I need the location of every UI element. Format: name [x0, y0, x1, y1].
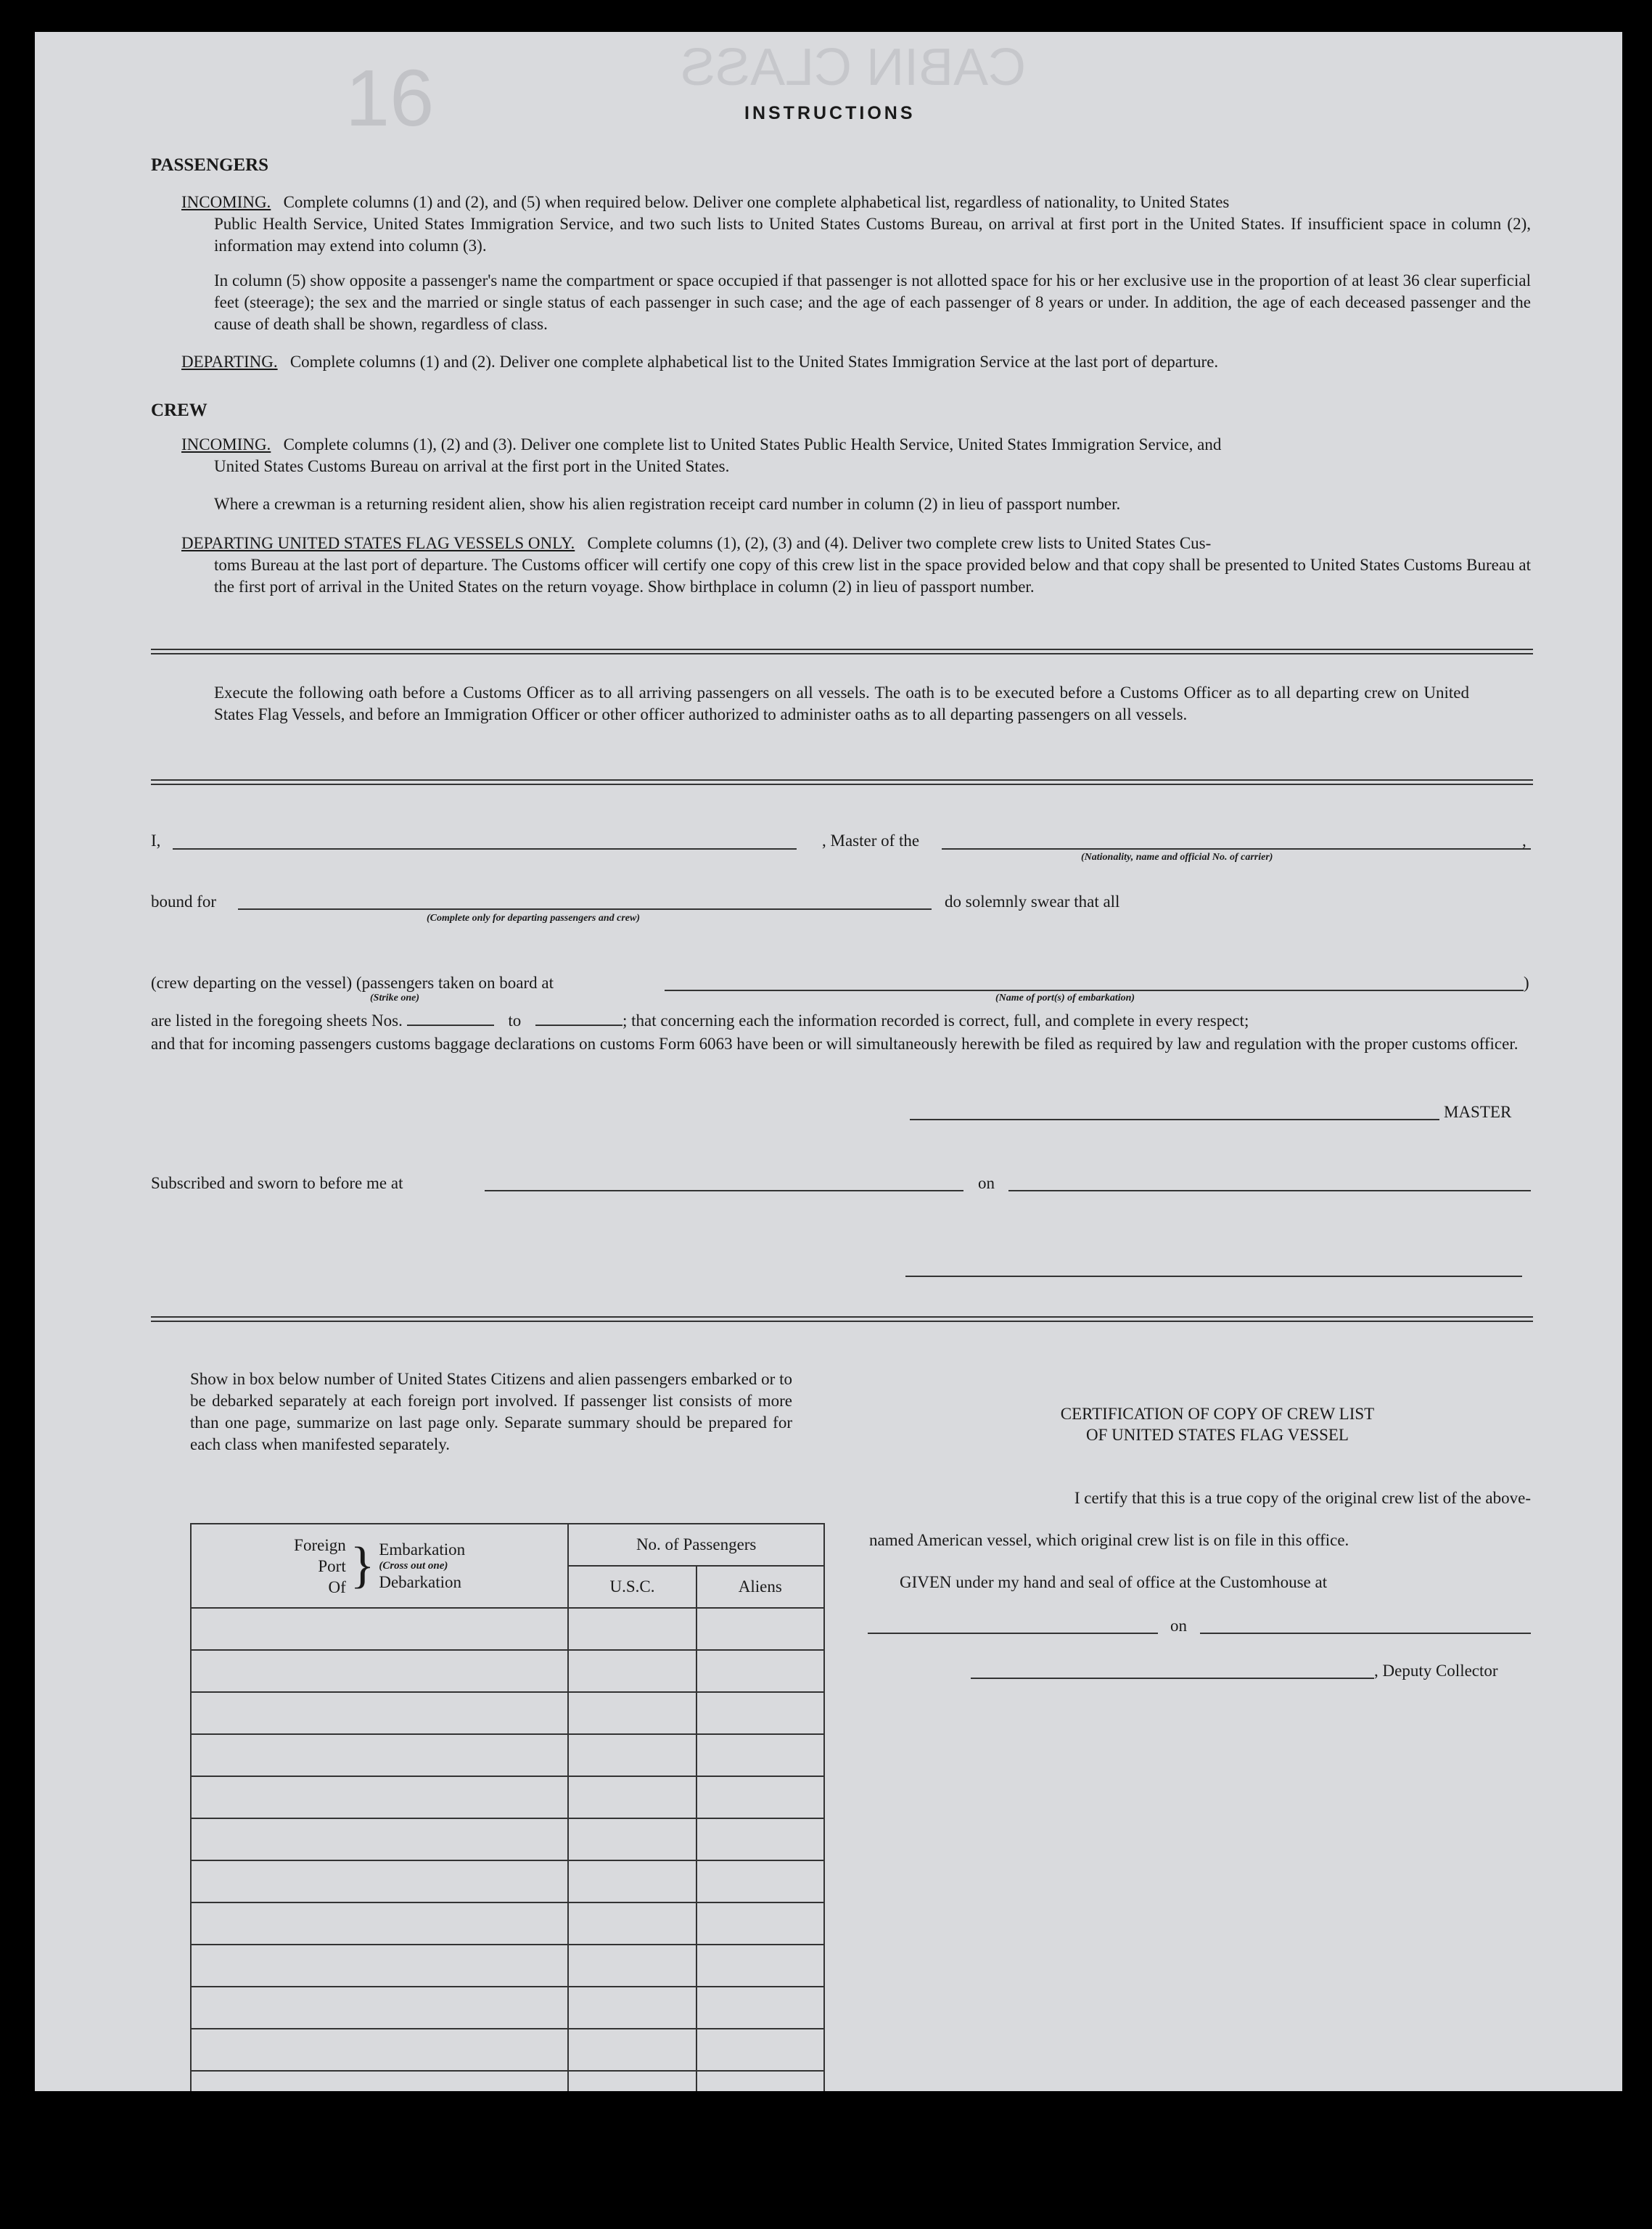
sworn-on-label: on [978, 1174, 995, 1192]
aliens-header: Aliens [696, 1566, 824, 1608]
master-of-label: , Master of the [822, 832, 920, 850]
port-label: Port [318, 1556, 346, 1575]
given-text: GIVEN under my hand and seal of office at the Customhouse at [900, 1573, 1328, 1591]
table-row [191, 1734, 824, 1776]
listed-cont: and that for incoming passengers customs baggage declarations on customs Form 6063 have been or will simultaneously herewith be filed as required by law and regulation with the proper customs officer. [151, 1035, 1519, 1053]
bound-for-label: bound for [151, 892, 217, 911]
usc-header: U.S.C. [568, 1566, 696, 1608]
passenger-summary-table [190, 1523, 825, 2117]
certification-title [898, 1403, 1537, 1445]
foreign-label: Foreign [294, 1535, 346, 1554]
debarkation-label: Debarkation [379, 1573, 462, 1591]
bound-for-field[interactable] [238, 908, 932, 910]
ports-hint: (Name of port(s) of embarkation) [995, 993, 1135, 1003]
sworn-place-field[interactable] [485, 1190, 963, 1191]
usc-cell[interactable] [568, 1734, 696, 1776]
usc-cell[interactable] [568, 1945, 696, 1987]
port-cell[interactable] [191, 1987, 568, 2029]
port-cell[interactable] [191, 1860, 568, 1902]
embarkation-label: Embarkation [379, 1540, 466, 1559]
table-row [191, 1776, 824, 1818]
passengers-heading: PASSENGERS [151, 155, 269, 175]
to-label: to [508, 1011, 522, 1030]
table-row [191, 1818, 824, 1860]
port-cell[interactable] [191, 1818, 568, 1860]
usc-cell[interactable] [568, 2029, 696, 2071]
subscribed-label: Subscribed and sworn to before me at [151, 1174, 403, 1192]
aliens-cell[interactable] [696, 1818, 824, 1860]
table-row [191, 1692, 824, 1734]
sheet-to-field[interactable] [535, 1011, 622, 1026]
certify-text-1: I certify that this is a true copy of the original crew list of the above- [1074, 1489, 1531, 1507]
aliens-cell[interactable] [696, 1734, 824, 1776]
aliens-cell[interactable] [696, 1650, 824, 1692]
crew-incoming-text: Complete columns (1), (2) and (3). Deliver one complete list to United States Public Health Service, United States Immigration Service, and [283, 435, 1222, 453]
customhouse-field[interactable] [868, 1633, 1158, 1634]
port-cell[interactable] [191, 1608, 568, 1650]
divider [151, 649, 1533, 654]
of-label: Of [328, 1577, 346, 1596]
bound-hint: (Complete only for departing passengers and crew) [427, 913, 640, 924]
carrier-field[interactable] [942, 848, 1531, 850]
port-cell[interactable] [191, 1945, 568, 1987]
crew-incoming-line1 [181, 434, 1531, 456]
cert-date-field[interactable] [1200, 1633, 1531, 1634]
passengers-incoming-cont: Public Health Service, United States Immigration Service, and two such lists to United States Customs Bureau, on arrival at first port in the United States. If insufficient space in column (2), information may extend into column (3). [214, 215, 1531, 255]
master-label: MASTER [1444, 1103, 1512, 1121]
table-row [191, 1608, 824, 1650]
usc-cell[interactable] [568, 1902, 696, 1945]
certify-text-2: named American vessel, which original crew list is on file in this office. [869, 1531, 1349, 1549]
table-row [191, 2029, 824, 2071]
aliens-cell[interactable] [696, 1692, 824, 1734]
aliens-cell[interactable] [696, 1902, 824, 1945]
departing-label: DEPARTING. [181, 353, 278, 371]
aliens-cell[interactable] [696, 1608, 824, 1650]
crew-departing-line1 [181, 533, 1531, 554]
port-cell[interactable] [191, 1734, 568, 1776]
summary-instruction: Show in box below number of United States Citizens and alien passengers embarked or to be debarked separately at each foreign port involved. If passenger list consists of more than one page, summarize on last page only. Separate summary should be prepared for each class when manifested separately. [190, 1370, 792, 1453]
incoming-text: Complete columns (1) and (2), and (5) when required below. Deliver one complete alphabetical list, regardless of nationality, to United States [283, 193, 1230, 211]
swear-label: do solemnly swear that all [945, 892, 1120, 911]
deputy-signature-field[interactable] [971, 1678, 1374, 1679]
crew-incoming-label: INCOMING. [181, 435, 271, 453]
aliens-cell[interactable] [696, 1776, 824, 1818]
back-stamp: CABIN CLASS [681, 38, 1027, 97]
sworn-date-field[interactable] [1008, 1190, 1531, 1191]
certification-title-2: OF UNITED STATES FLAG VESSEL [1086, 1426, 1349, 1444]
close-paren: ) [1524, 974, 1529, 992]
usc-cell[interactable] [568, 1987, 696, 2029]
master-signature-field[interactable] [910, 1119, 1439, 1120]
strike-one-hint: (Strike one) [370, 993, 420, 1003]
page-title: INSTRUCTIONS [744, 103, 916, 123]
aliens-cell[interactable] [696, 1860, 824, 1902]
divider [151, 1316, 1533, 1322]
cross-out-hint: (Cross out one) [379, 1560, 448, 1572]
sheet-from-field[interactable] [407, 1011, 494, 1026]
table-row [191, 1945, 824, 1987]
scan-border [0, 2091, 1652, 2229]
listed-text-1: are listed in the foregoing sheets Nos. [151, 1011, 403, 1030]
no-passengers-header: No. of Passengers [568, 1524, 824, 1566]
incoming-label: INCOMING. [181, 193, 271, 211]
crew-departing-label: DEPARTING UNITED STATES FLAG VESSELS ONLY. [181, 534, 575, 552]
port-cell[interactable] [191, 1692, 568, 1734]
passengers-departing [181, 351, 1531, 373]
port-header: Foreign Port Of } Embarkation (Cross out one) Debarkation [191, 1524, 568, 1608]
table-row [191, 1987, 824, 2029]
column5-instructions: In column (5) show opposite a passenger's name the compartment or space occupied if that passenger is not allotted space for his or her exclusive use in the proportion of at least 36 clear superficial feet (steerage); the sex and the married or single status of each passenger in such case; and the age of each passenger of 8 years or under. In addition, the age of each deceased passenger and the cause of death shall be shown, regardless of class. [214, 271, 1531, 333]
certification-title-1: CERTIFICATION OF COPY OF CREW LIST [1060, 1405, 1375, 1423]
listed-line [151, 1011, 1533, 1030]
crew-departing-text: Complete columns (1), (2), (3) and (4). Deliver two complete crew lists to United States Cus- [587, 534, 1212, 552]
ports-field[interactable] [665, 990, 1524, 991]
table-row [191, 1860, 824, 1902]
crew-departing-cont: toms Bureau at the last port of departure. The Customs officer will certify one copy of this crew list in the space provided below and that copy shall be presented to United States Customs Bureau at the first port of arrival in the United States on the return voyage. Show birthplace in column (2) in lieu of passport number. [214, 556, 1531, 596]
usc-cell[interactable] [568, 1608, 696, 1650]
crew-departing-label: (crew departing on the vessel) (passengers taken on board at [151, 974, 554, 992]
usc-cell[interactable] [568, 1692, 696, 1734]
comma: , [1522, 832, 1526, 850]
departing-text: Complete columns (1) and (2). Deliver one complete alphabetical list to the United States Immigration Service at the last port of departure. [289, 353, 1219, 371]
aliens-cell[interactable] [696, 2029, 824, 2071]
cert-on-label: on [1170, 1617, 1187, 1635]
usc-cell[interactable] [568, 1860, 696, 1902]
crew-resident-alien: Where a crewman is a returning resident alien, show his alien registration receipt card number in column (2) in lieu of passport number. [214, 495, 1121, 513]
form-sheet [35, 32, 1622, 2091]
usc-cell[interactable] [568, 1650, 696, 1692]
port-cell[interactable] [191, 1902, 568, 1945]
table-row [191, 1650, 824, 1692]
sheet-number: 16 [345, 54, 435, 143]
usc-cell[interactable] [568, 1818, 696, 1860]
crew-heading: CREW [151, 401, 207, 420]
port-cell[interactable] [191, 1650, 568, 1692]
aliens-cell[interactable] [696, 1987, 824, 2029]
usc-cell[interactable] [568, 1776, 696, 1818]
passengers-incoming-line1 [181, 192, 1531, 213]
crew-incoming-cont: United States Customs Bureau on arrival at the first port in the United States. [214, 457, 730, 475]
carrier-hint: (Nationality, name and official No. of carrier) [1081, 852, 1273, 863]
listed-text-2: ; that concerning each the information recorded is correct, full, and complete in every respect; [622, 1011, 1249, 1030]
master-name-field[interactable] [173, 848, 797, 850]
oath-instruction: Execute the following oath before a Customs Officer as to all arriving passengers on all vessels. The oath is to be executed before a Customs Officer as to all departing crew on United States Flag Vessels, and before an Immigration Officer or other officer authorized to administer oaths as to all departing passengers on all vessels. [214, 684, 1469, 723]
officer-signature-field[interactable] [905, 1276, 1522, 1277]
table-row [191, 1902, 824, 1945]
divider [151, 779, 1533, 785]
port-cell[interactable] [191, 1776, 568, 1818]
deputy-label: , Deputy Collector [1374, 1662, 1498, 1680]
port-cell[interactable] [191, 2029, 568, 2071]
oath-i-label: I, [151, 832, 161, 850]
aliens-cell[interactable] [696, 1945, 824, 1987]
